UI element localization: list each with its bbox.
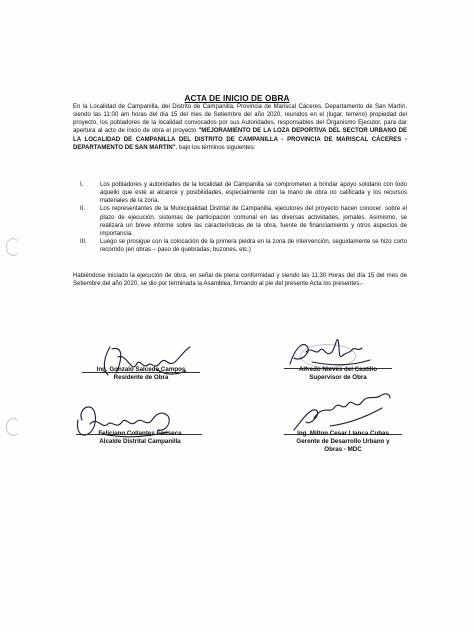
punch-hole-mark [6,238,20,256]
term-item [73,181,407,205]
signer-role: Residente de Obra [113,374,169,381]
signer-role-continued: Obras - MDC [324,446,362,453]
term-text: Los representantes de la Municipalidad Distrital de Campanilla, ejecutores del proyecto hacen conocer: sobre el plazo de ejecución, sistemas de participación comunal en las diversas actividades, jornales. Asimismo, se realizará un breve informe sobre las características de la obra, fuente de financiamiento y otros aspectos de importancia. [100,206,407,237]
term-text: Luego se prosigue con la colocación de la primera piedra en la zona de intervención, seguidamente se hizo corto recorrido (en obras – paso de quebradas, buzones, etc.) [100,239,407,254]
signature-block-resident [80,366,202,382]
signer-role: Alcalde Distrital Campanilla [99,438,181,445]
signature-block-supervisor [276,366,400,382]
handwritten-signature [282,336,378,370]
signer-name: Alfredo Nieves del Castillo [298,366,378,373]
signer-name: Feliciano Collantes Fonseca [98,430,182,437]
terms-list [73,181,407,254]
term-item [73,238,407,254]
punch-hole-mark [6,418,20,436]
signer-name: Ing. Gonzalo Salcedo Campos [96,366,186,373]
signature-block-manager [268,430,418,454]
signer-role: Supervisor de Obra [309,374,367,381]
opening-paragraph-text: En la Localidad de Campanilla, del Distrito de Campanilla, Provincia de Mariscal Cáceres, Departamento de San Martín, siendo las 11:00 am horas del día 15 del mes de Setiembre del año 2020, reunidos en el (lugar, terreno) propiedad del proyecto, los pobladores de la localidad convocados por sus Autoridades, responsables del Organismo Ejecutor, para dar apertura al acto de inicio de obra el proyecto [73,104,407,135]
signer-role: Gerente de Desarrollo Urbano y [296,438,390,445]
project-name: "MEJORAMIENTO DE LA LOZA DEPORTIVA DEL SECTOR URBANO DE LA LOCALIDAD DE CAMPANILLA DEL DISTRITO DE CAMPANILLA - PROVINCIA DE MARISCAL CÁCERES - DEPARTAMENTO DE SAN MARTIN" [73,128,407,151]
signer-name: Ing. Milton Cesar Llanca Cubas [297,430,389,437]
handwritten-signature [290,390,394,434]
document-title: ACTA DE INICIO DE OBRA [184,94,290,103]
opening-paragraph-end: , bajo los términos siguientes: [175,144,256,151]
term-number: I. [80,182,84,188]
signature-block-mayor [76,430,204,446]
term-number: III. [80,239,87,246]
term-item [73,205,407,238]
closing-paragraph: Habiéndose iniciado la ejecución de obra, en señal de plena conformidad y siendo las 11:30 Horas del día 15 del mes de Setiembre del año 2020, se dio por terminada la Asamblea, firmando al pie del presente Acta los presentes.- [73,273,407,288]
term-number: II. [80,206,86,213]
term-text: Los pobladores y autoridades de la localidad de Campanilla se comprometen a brindar apoyo solidario con todo aquello que esté al alcance y posibilidades, especialmente con la mano de obra no calificada y los recursos materiales de la zona. [100,182,407,205]
opening-paragraph [73,103,407,152]
